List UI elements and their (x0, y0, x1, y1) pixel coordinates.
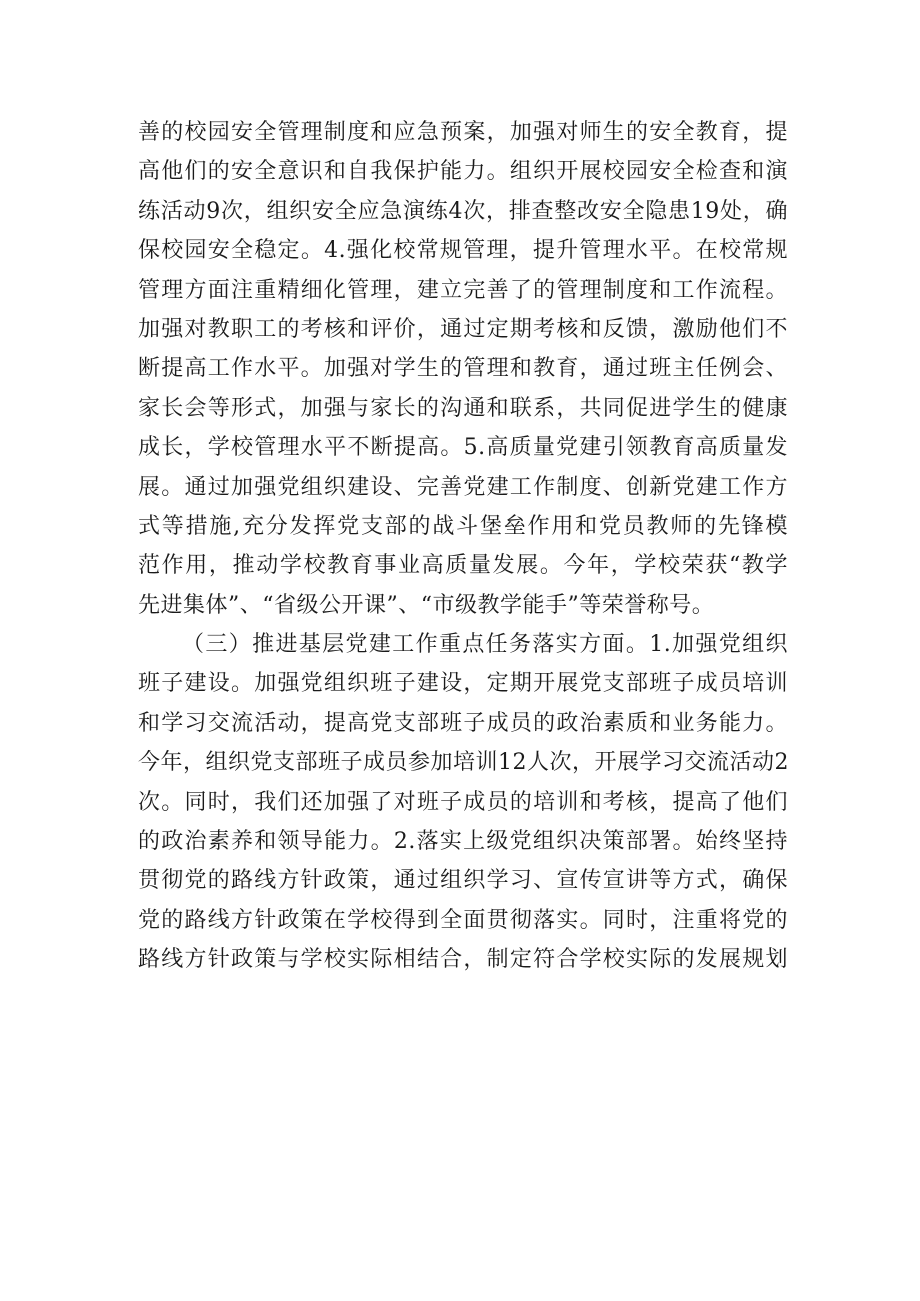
text-line: 保校园安全稳定。4.强化校常规管理，提升管理水平。在校常规 (138, 238, 788, 264)
text-line: 范作用，推动学校教育事业高质量发展。今年，学校荣获“教学 (138, 553, 788, 579)
paragraph-end-line: 先进集体”、“省级公开课”、“市级教学能手”等荣誉称号。 (138, 592, 715, 618)
text-line: 善的校园安全管理制度和应急预案，加强对师生的安全教育，提 (138, 120, 788, 145)
text-line: 贯彻党的路线方针政策，通过组织学习、宣传宣讲等方式，确保 (138, 868, 788, 894)
text-line: 展。通过加强党组织建设、完善党建工作制度、创新党建工作方 (138, 474, 788, 500)
text-line: 成长，学校管理水平不断提高。5.高质量党建引领教育高质量发 (138, 435, 788, 461)
text-line: 加强对教职工的考核和评价，通过定期考核和反馈，激励他们不 (138, 316, 788, 342)
text-line: 党的路线方针政策在学校得到全面贯彻落实。同时，注重将党的 (138, 907, 788, 933)
text-line: 今年，组织党支部班子成员参加培训12人次，开展学习交流活动2 (138, 750, 789, 776)
text-line: 和学习交流活动，提高党支部班子成员的政治素质和业务能力。 (138, 710, 788, 736)
document-body (138, 113, 788, 980)
text-line: 练活动9次，组织安全应急演练4次，排查整改安全隐患19处，确 (138, 198, 788, 224)
text-line: 班子建设。加强党组织班子建设，定期开展党支部班子成员培训 (138, 671, 788, 697)
text-line: 式等措施,充分发挥党支部的战斗堡垒作用和党员教师的先锋模 (138, 513, 788, 539)
text-line: 管理方面注重精细化管理，建立完善了的管理制度和工作流程。 (138, 277, 788, 303)
text-line: 次。同时，我们还加强了对班子成员的培训和考核，提高了他们 (138, 789, 788, 815)
text-line: 断提高工作水平。加强对学生的管理和教育，通过班主任例会、 (138, 356, 788, 382)
text-line: 路线方针政策与学校实际相结合，制定符合学校实际的发展规划 (138, 947, 788, 973)
text-line: 的政治素养和领导能力。2.落实上级党组织决策部署。始终坚持 (138, 829, 788, 855)
text-line: 高他们的安全意识和自我保护能力。组织开展校园安全检查和演 (138, 159, 788, 185)
section-heading-line: （三）推进基层党建工作重点任务落实方面。1.加强党组织 (182, 632, 788, 658)
text-line: 家长会等形式，加强与家长的沟通和联系，共同促进学生的健康 (138, 395, 788, 421)
